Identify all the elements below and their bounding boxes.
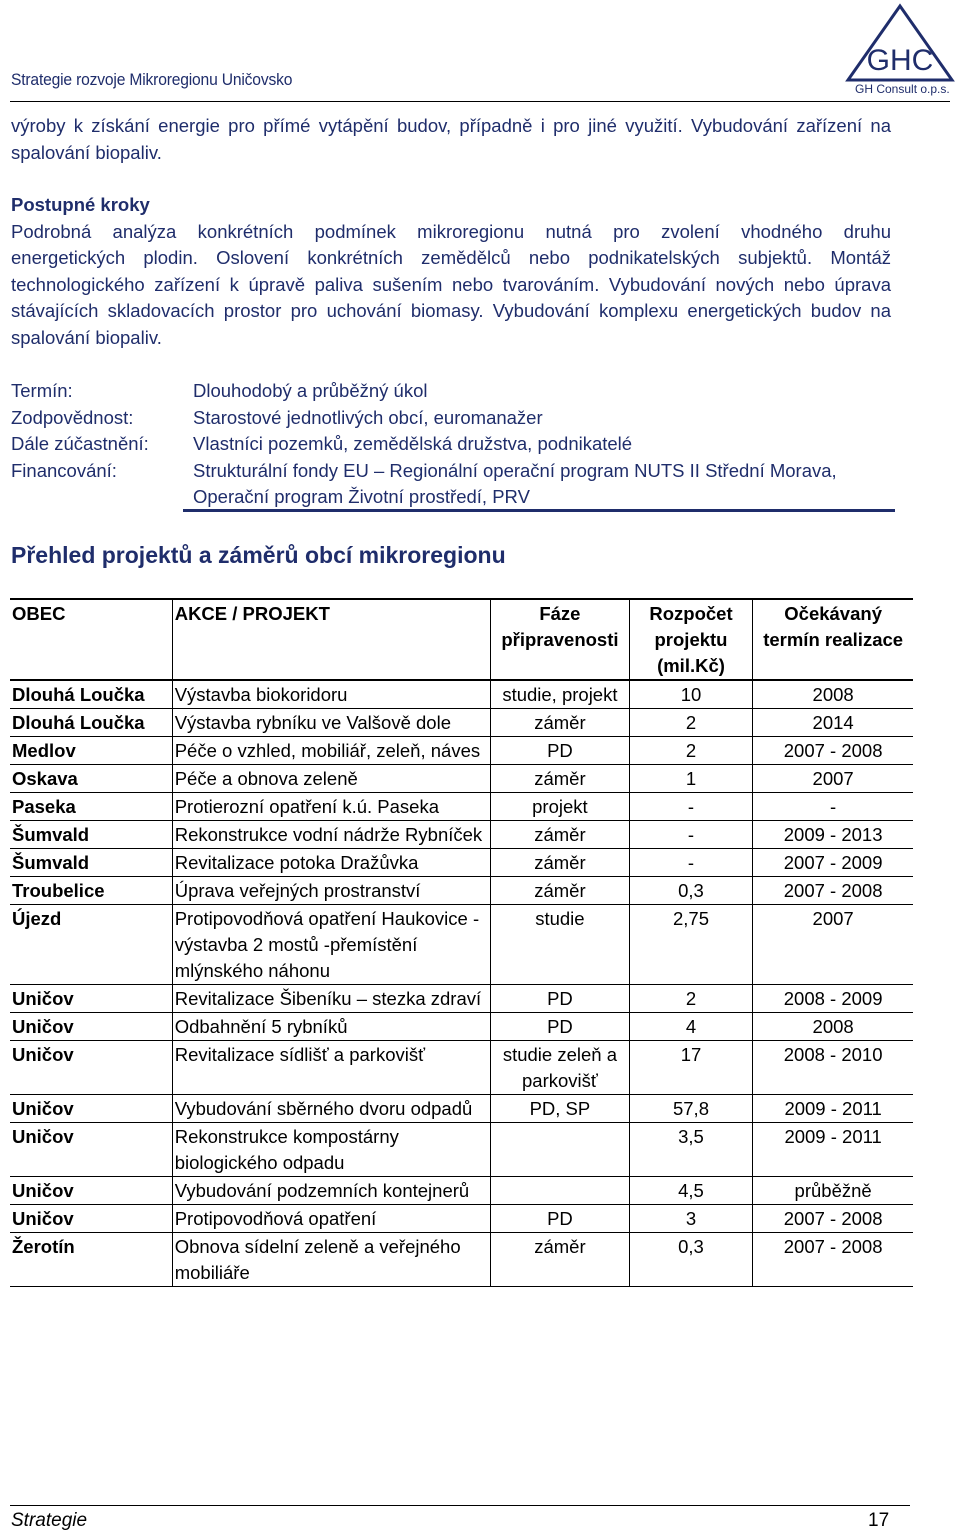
cell-faze: PD [491, 1205, 630, 1233]
column-header-obec: OBEC [10, 599, 172, 680]
cell-faze: studie [491, 905, 630, 985]
cell-termin: 2008 [753, 680, 913, 709]
cell-termin: 2008 - 2010 [753, 1041, 913, 1095]
cell-termin: 2007 - 2009 [753, 849, 913, 877]
table-row [10, 985, 913, 1013]
cell-faze: záměr [491, 821, 630, 849]
table-row [10, 1013, 913, 1041]
cell-rozpocet: - [629, 849, 753, 877]
cell-akce: Výstavba biokoridoru [172, 680, 490, 709]
cell-faze: PD, SP [491, 1095, 630, 1123]
cell-akce: Obnova sídelní zeleně a veřejného mobiliáře [172, 1233, 490, 1287]
table-row [10, 1123, 913, 1177]
cell-termin: 2008 [753, 1013, 913, 1041]
projects-table [10, 598, 913, 1287]
table-row [10, 849, 913, 877]
cell-rozpocet: 0,3 [629, 877, 753, 905]
cell-obec: Uničov [10, 1095, 172, 1123]
cell-obec: Uničov [10, 1013, 172, 1041]
cell-rozpocet: 2 [629, 985, 753, 1013]
running-header-title: Strategie rozvoje Mikroregionu Uničovsko [11, 70, 293, 89]
steps-line: Podrobná analýza konkrétních podmínek mikroregionu nutná pro zvolení vhodného druhu [11, 220, 891, 242]
cell-akce: Revitalizace Šibeníku – stezka zdraví [172, 985, 490, 1013]
cell-akce: Rekonstrukce vodní nádrže Rybníček [172, 821, 490, 849]
detail-value: Dlouhodobý a průběžný úkol [193, 380, 428, 401]
detail-row-financing-cont [11, 484, 898, 511]
steps-line: technologického zařízení k úpravě paliva sušením nebo tvarováním. Vybudování nových nebo úprava [11, 273, 891, 295]
intro-paragraph [11, 113, 891, 166]
detail-value: Vlastníci pozemků, zemědělská družstva, podnikatelé [193, 433, 633, 454]
intro-line: spalování biopaliv. [11, 141, 162, 163]
footer-divider [10, 1505, 910, 1506]
cell-rozpocet: 3 [629, 1205, 753, 1233]
logo-text: GHC [866, 44, 934, 77]
steps-heading: Postupné kroky [11, 194, 150, 215]
cell-obec: Uničov [10, 1177, 172, 1205]
detail-row-financing [11, 458, 898, 485]
cell-rozpocet: 2,75 [629, 905, 753, 985]
cell-faze: záměr [491, 709, 630, 737]
column-header-akce: AKCE / PROJEKT [172, 599, 490, 680]
detail-value: Operační program Životní prostředí, PRV [193, 486, 530, 507]
cell-obec: Újezd [10, 905, 172, 985]
cell-faze: PD [491, 737, 630, 765]
footer-label: Strategie [11, 1510, 88, 1531]
cell-rozpocet: - [629, 821, 753, 849]
cell-akce: Výstavba rybníku ve Valšově dole [172, 709, 490, 737]
table-row [10, 709, 913, 737]
cell-termin: průběžně [753, 1177, 913, 1205]
cell-rozpocet: 1 [629, 765, 753, 793]
cell-rozpocet: 2 [629, 737, 753, 765]
cell-faze: záměr [491, 765, 630, 793]
cell-obec: Šumvald [10, 821, 172, 849]
cell-faze: studie zeleň a parkovišť [491, 1041, 630, 1095]
cell-akce: Péče a obnova zeleně [172, 765, 490, 793]
cell-rozpocet: 2 [629, 709, 753, 737]
detail-value: Starostové jednotlivých obcí, euromanažer [193, 406, 543, 428]
cell-faze: záměr [491, 849, 630, 877]
table-row [10, 1177, 913, 1205]
table-row [10, 821, 913, 849]
cell-obec: Žerotín [10, 1233, 172, 1287]
cell-termin: 2007 - 2008 [753, 1205, 913, 1233]
detail-row-responsibility [11, 405, 898, 432]
cell-obec: Oskava [10, 765, 172, 793]
details-underline [183, 509, 895, 512]
steps-block [11, 192, 891, 351]
cell-obec: Medlov [10, 737, 172, 765]
column-header-termin: Očekávaný termín realizace [753, 599, 913, 680]
logo-subtitle: GH Consult o.p.s. [855, 82, 950, 96]
cell-rozpocet: 57,8 [629, 1095, 753, 1123]
table-row [10, 737, 913, 765]
cell-obec: Uničov [10, 985, 172, 1013]
header-divider [10, 101, 950, 102]
cell-obec: Paseka [10, 793, 172, 821]
table-row [10, 1205, 913, 1233]
cell-akce: Revitalizace potoka Dražůvka [172, 849, 490, 877]
steps-line: spalování biopaliv. [11, 326, 162, 348]
cell-akce: Vybudování podzemních kontejnerů [172, 1177, 490, 1205]
cell-termin: 2007 [753, 765, 913, 793]
cell-rozpocet: 4,5 [629, 1177, 753, 1205]
cell-termin: 2014 [753, 709, 913, 737]
detail-row-term [11, 378, 898, 405]
cell-termin: 2007 - 2008 [753, 877, 913, 905]
cell-rozpocet: - [629, 793, 753, 821]
cell-obec: Dlouhá Loučka [10, 709, 172, 737]
table-row [10, 793, 913, 821]
cell-faze: projekt [491, 793, 630, 821]
cell-faze: záměr [491, 877, 630, 905]
cell-rozpocet: 10 [629, 680, 753, 709]
detail-label: Zodpovědnost: [11, 406, 134, 428]
cell-faze: záměr [491, 1233, 630, 1287]
cell-termin: 2009 - 2011 [753, 1095, 913, 1123]
cell-akce: Vybudování sběrného dvoru odpadů [172, 1095, 490, 1123]
cell-termin: 2007 - 2008 [753, 1233, 913, 1287]
column-header-faze: Fáze připravenosti [491, 599, 630, 680]
cell-termin: 2009 - 2011 [753, 1123, 913, 1177]
cell-akce: Protierozní opatření k.ú. Paseka [172, 793, 490, 821]
table-row [10, 1233, 913, 1287]
page-number: 17 [868, 1510, 890, 1531]
cell-obec: Uničov [10, 1123, 172, 1177]
cell-obec: Šumvald [10, 849, 172, 877]
intro-line: výroby k získání energie pro přímé vytápění budov, případně i pro jiné využití. Vybudování zařízení na [11, 115, 891, 136]
table-header-row [10, 599, 913, 680]
cell-termin: 2007 [753, 905, 913, 985]
cell-rozpocet: 4 [629, 1013, 753, 1041]
cell-obec: Dlouhá Loučka [10, 680, 172, 709]
cell-faze [491, 1177, 630, 1205]
cell-termin: - [753, 793, 913, 821]
cell-termin: 2008 - 2009 [753, 985, 913, 1013]
cell-obec: Troubelice [10, 877, 172, 905]
cell-rozpocet: 0,3 [629, 1233, 753, 1287]
detail-label [11, 484, 193, 511]
section-title: Přehled projektů a záměrů obcí mikroregionu [11, 542, 506, 568]
table-row [10, 877, 913, 905]
cell-akce: Revitalizace sídlišť a parkovišť [172, 1041, 490, 1095]
steps-line: stávajících skladovacích prostor pro uchování biomasy. Vybudování komplexu energetických budov na [11, 300, 891, 321]
details-grid [11, 378, 898, 511]
cell-obec: Uničov [10, 1041, 172, 1095]
cell-akce: Odbahnění 5 rybníků [172, 1013, 490, 1041]
detail-label: Termín: [11, 380, 73, 401]
table-row [10, 1095, 913, 1123]
cell-obec: Uničov [10, 1205, 172, 1233]
detail-value: Strukturální fondy EU – Regionální operační program NUTS II Střední Morava, [193, 459, 837, 481]
cell-faze: studie, projekt [491, 680, 630, 709]
cell-faze [491, 1123, 630, 1177]
cell-akce: Úprava veřejných prostranství [172, 877, 490, 905]
cell-akce: Péče o vzhled, mobiliář, zeleň, náves [172, 737, 490, 765]
table-row [10, 905, 913, 985]
cell-akce: Protipovodňová opatření [172, 1205, 490, 1233]
detail-label: Dále zúčastnění: [11, 433, 149, 454]
cell-akce: Protipovodňová opatření Haukovice -výstavba 2 mostů -přemístění mlýnského náhonu [172, 905, 490, 985]
table-row [10, 680, 913, 709]
steps-line: energetických plodin. Oslovení konkrétních zemědělců nebo podnikatelských subjektů. Montáž [11, 247, 891, 268]
cell-akce: Rekonstrukce kompostárny biologického odpadu [172, 1123, 490, 1177]
cell-faze: PD [491, 985, 630, 1013]
cell-rozpocet: 17 [629, 1041, 753, 1095]
table-row [10, 765, 913, 793]
detail-label: Financování: [11, 459, 117, 481]
detail-row-participants [11, 431, 898, 458]
cell-termin: 2009 - 2013 [753, 821, 913, 849]
cell-faze: PD [491, 1013, 630, 1041]
table-row [10, 1041, 913, 1095]
column-header-rozpocet: Rozpočet projektu (mil.Kč) [629, 599, 753, 680]
cell-termin: 2007 - 2008 [753, 737, 913, 765]
cell-rozpocet: 3,5 [629, 1123, 753, 1177]
